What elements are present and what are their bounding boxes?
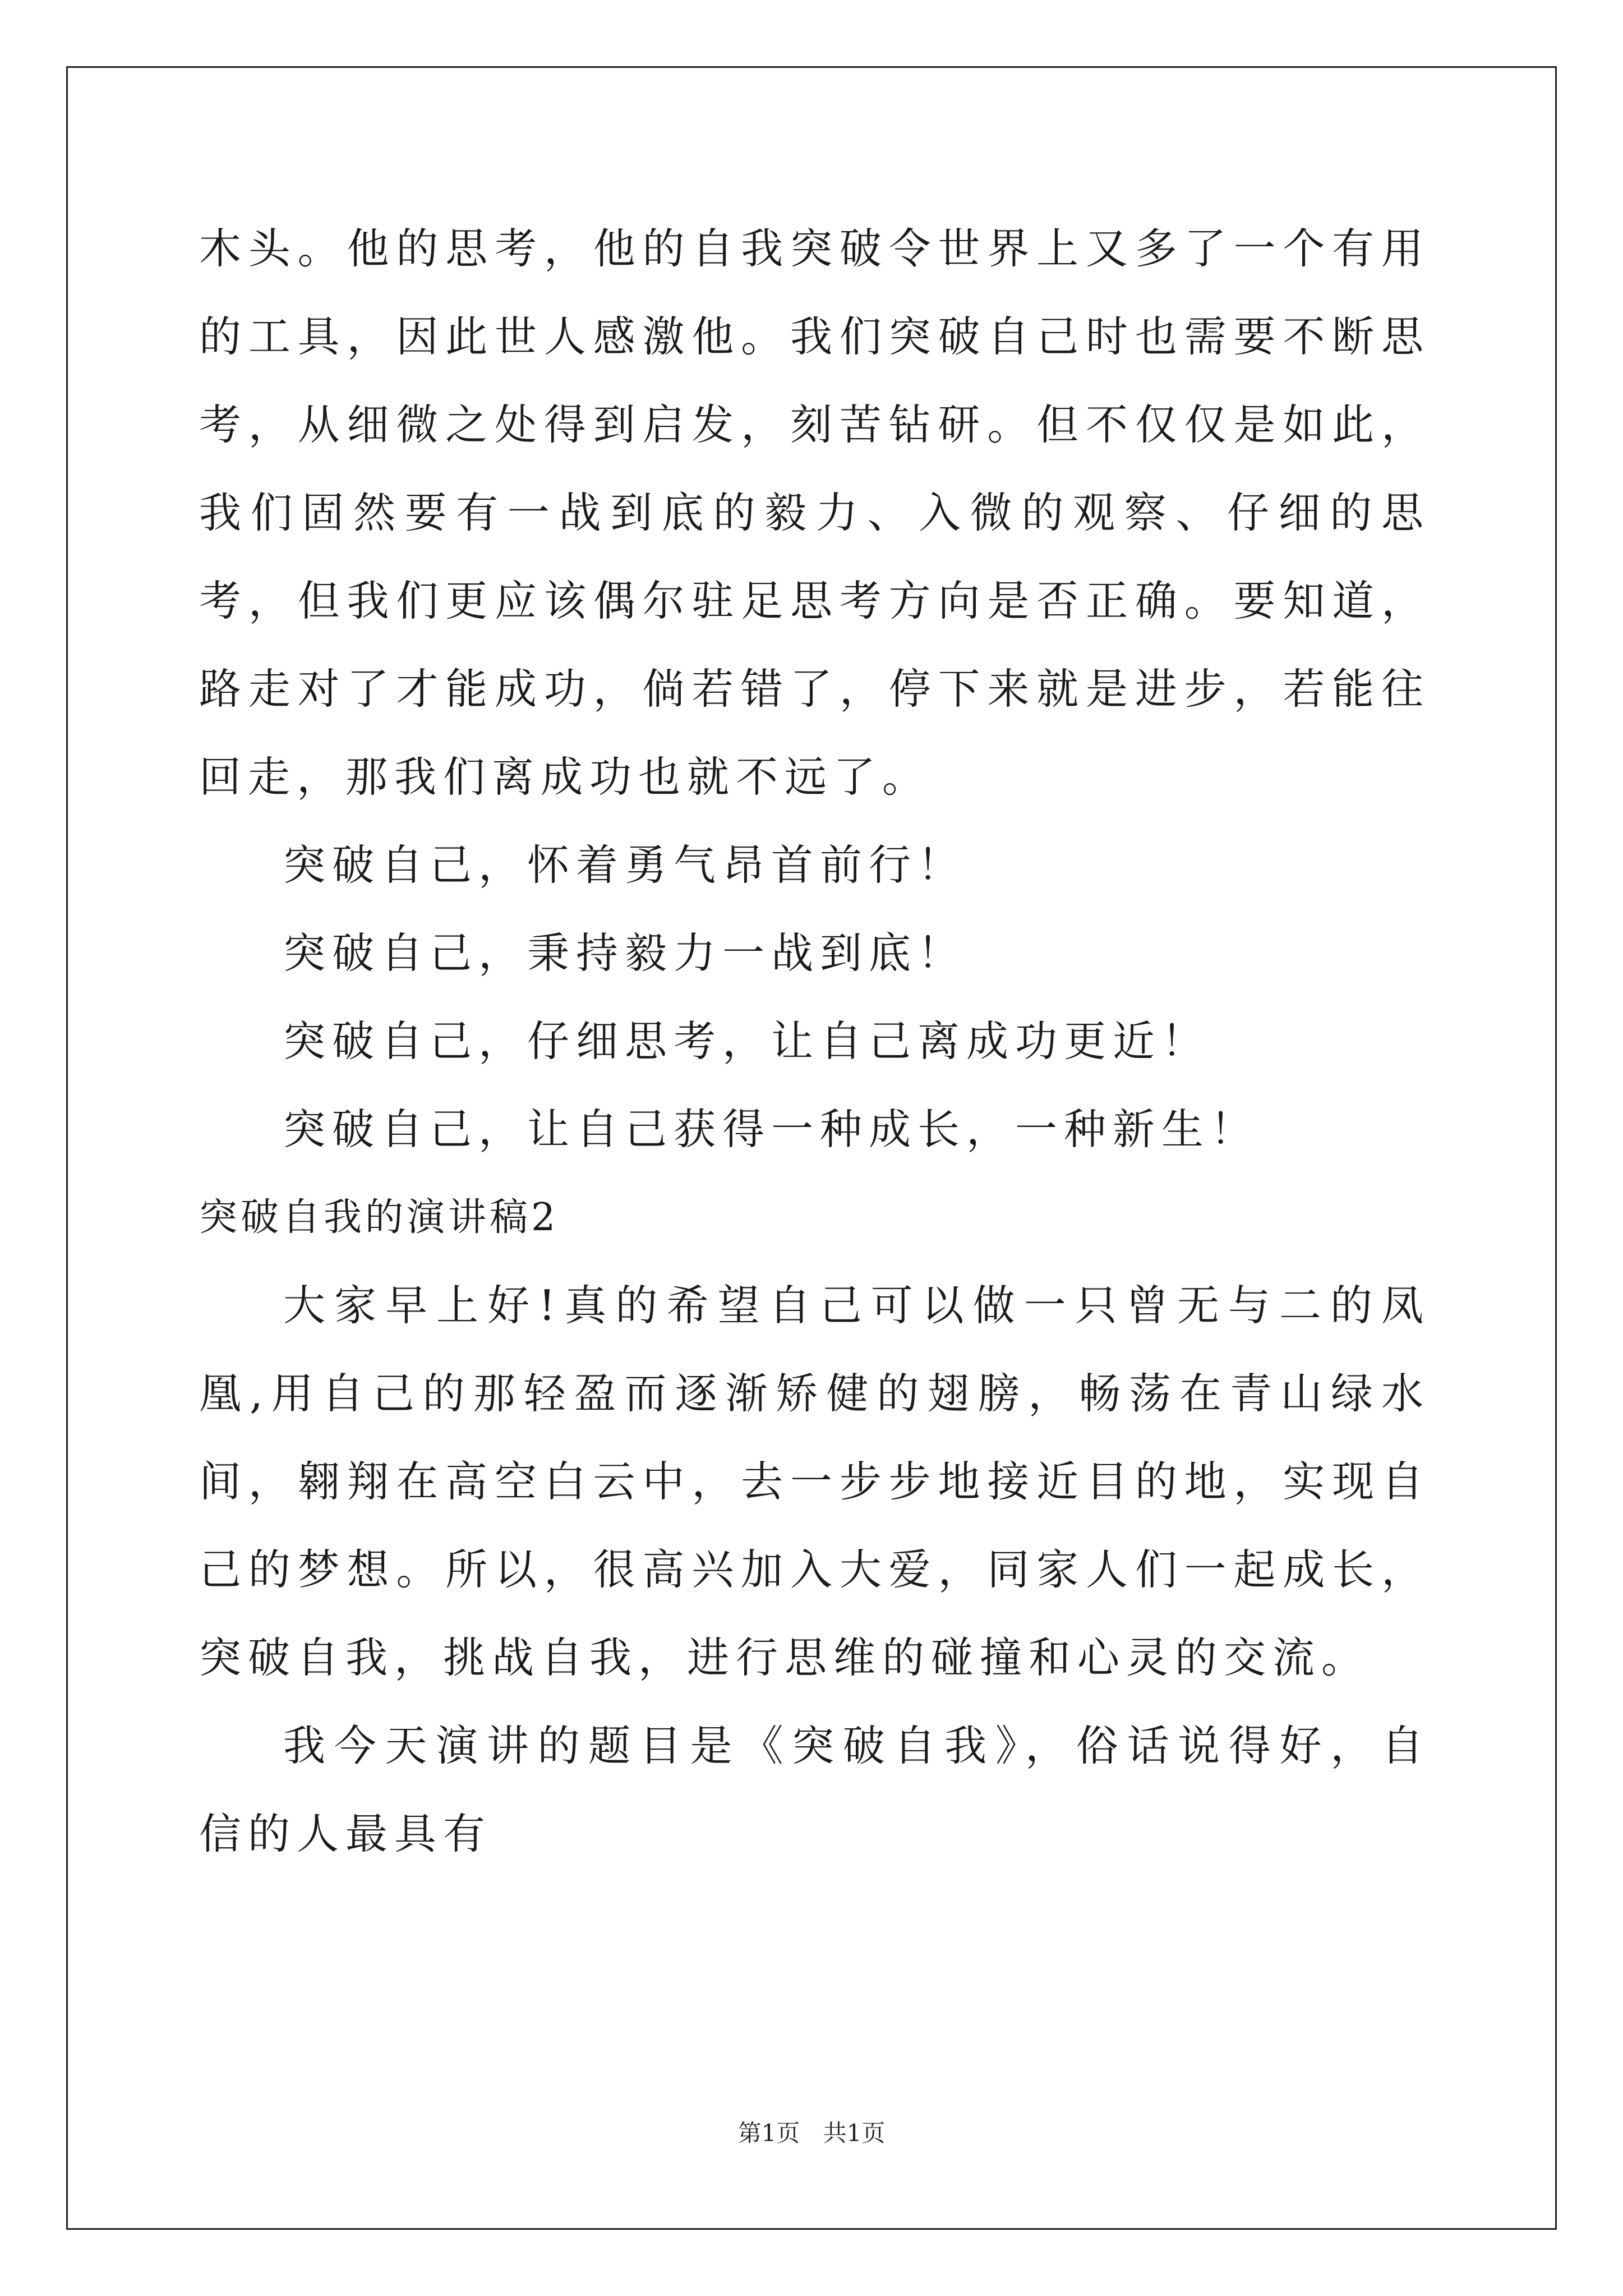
paragraph: 突破自己，怀着勇气昂首前行！	[283, 840, 967, 890]
paragraph: 突破自己，秉持毅力一战到底！	[283, 928, 967, 978]
paragraph: 突破自己，仔细思考，让自己离成功更近！	[283, 1016, 1211, 1066]
page-total: 共1页	[823, 2119, 886, 2147]
paragraph: 突破自己，让自己获得一种成长，一种新生！	[283, 1105, 1260, 1154]
page-number: 第1页	[737, 2119, 800, 2147]
document-body	[199, 205, 1430, 1878]
paragraph: 我今天演讲的题目是《突破自我》，俗话说得好，自信的人最具有	[199, 1721, 1430, 1858]
paragraph: 木头。他的思考，他的自我突破令世界上又多了一个有用的工具，因此世人感激他。我们突破自己时也需要不断思考，从细微之处得到启发，刻苦钻研。但不仅仅是如此，我们固然要有一战到底的毅力、入微的观察、仔细的思考，但我们更应该偶尔驻足思考方向是否正确。要知道，路走对了才能成功，倘若错了，停下来就是进步，若能往回走，那我们离成功也就不远了。	[199, 224, 1430, 802]
section-heading: 突破自我的演讲稿2	[199, 1195, 559, 1240]
paragraph: 大家早上好!真的希望自己可以做一只曾无与二的凤凰,用自己的那轻盈而逐渐矫健的翅膀，畅荡在青山绿水间，翱翔在高空白云中，去一步步地接近目的地，实现自己的梦想。所以，很高兴加入大爱，同家人们一起成长，突破自我，挑战自我，进行思维的碰撞和心灵的交流。	[199, 1281, 1430, 1682]
page-footer	[0, 2115, 1623, 2148]
